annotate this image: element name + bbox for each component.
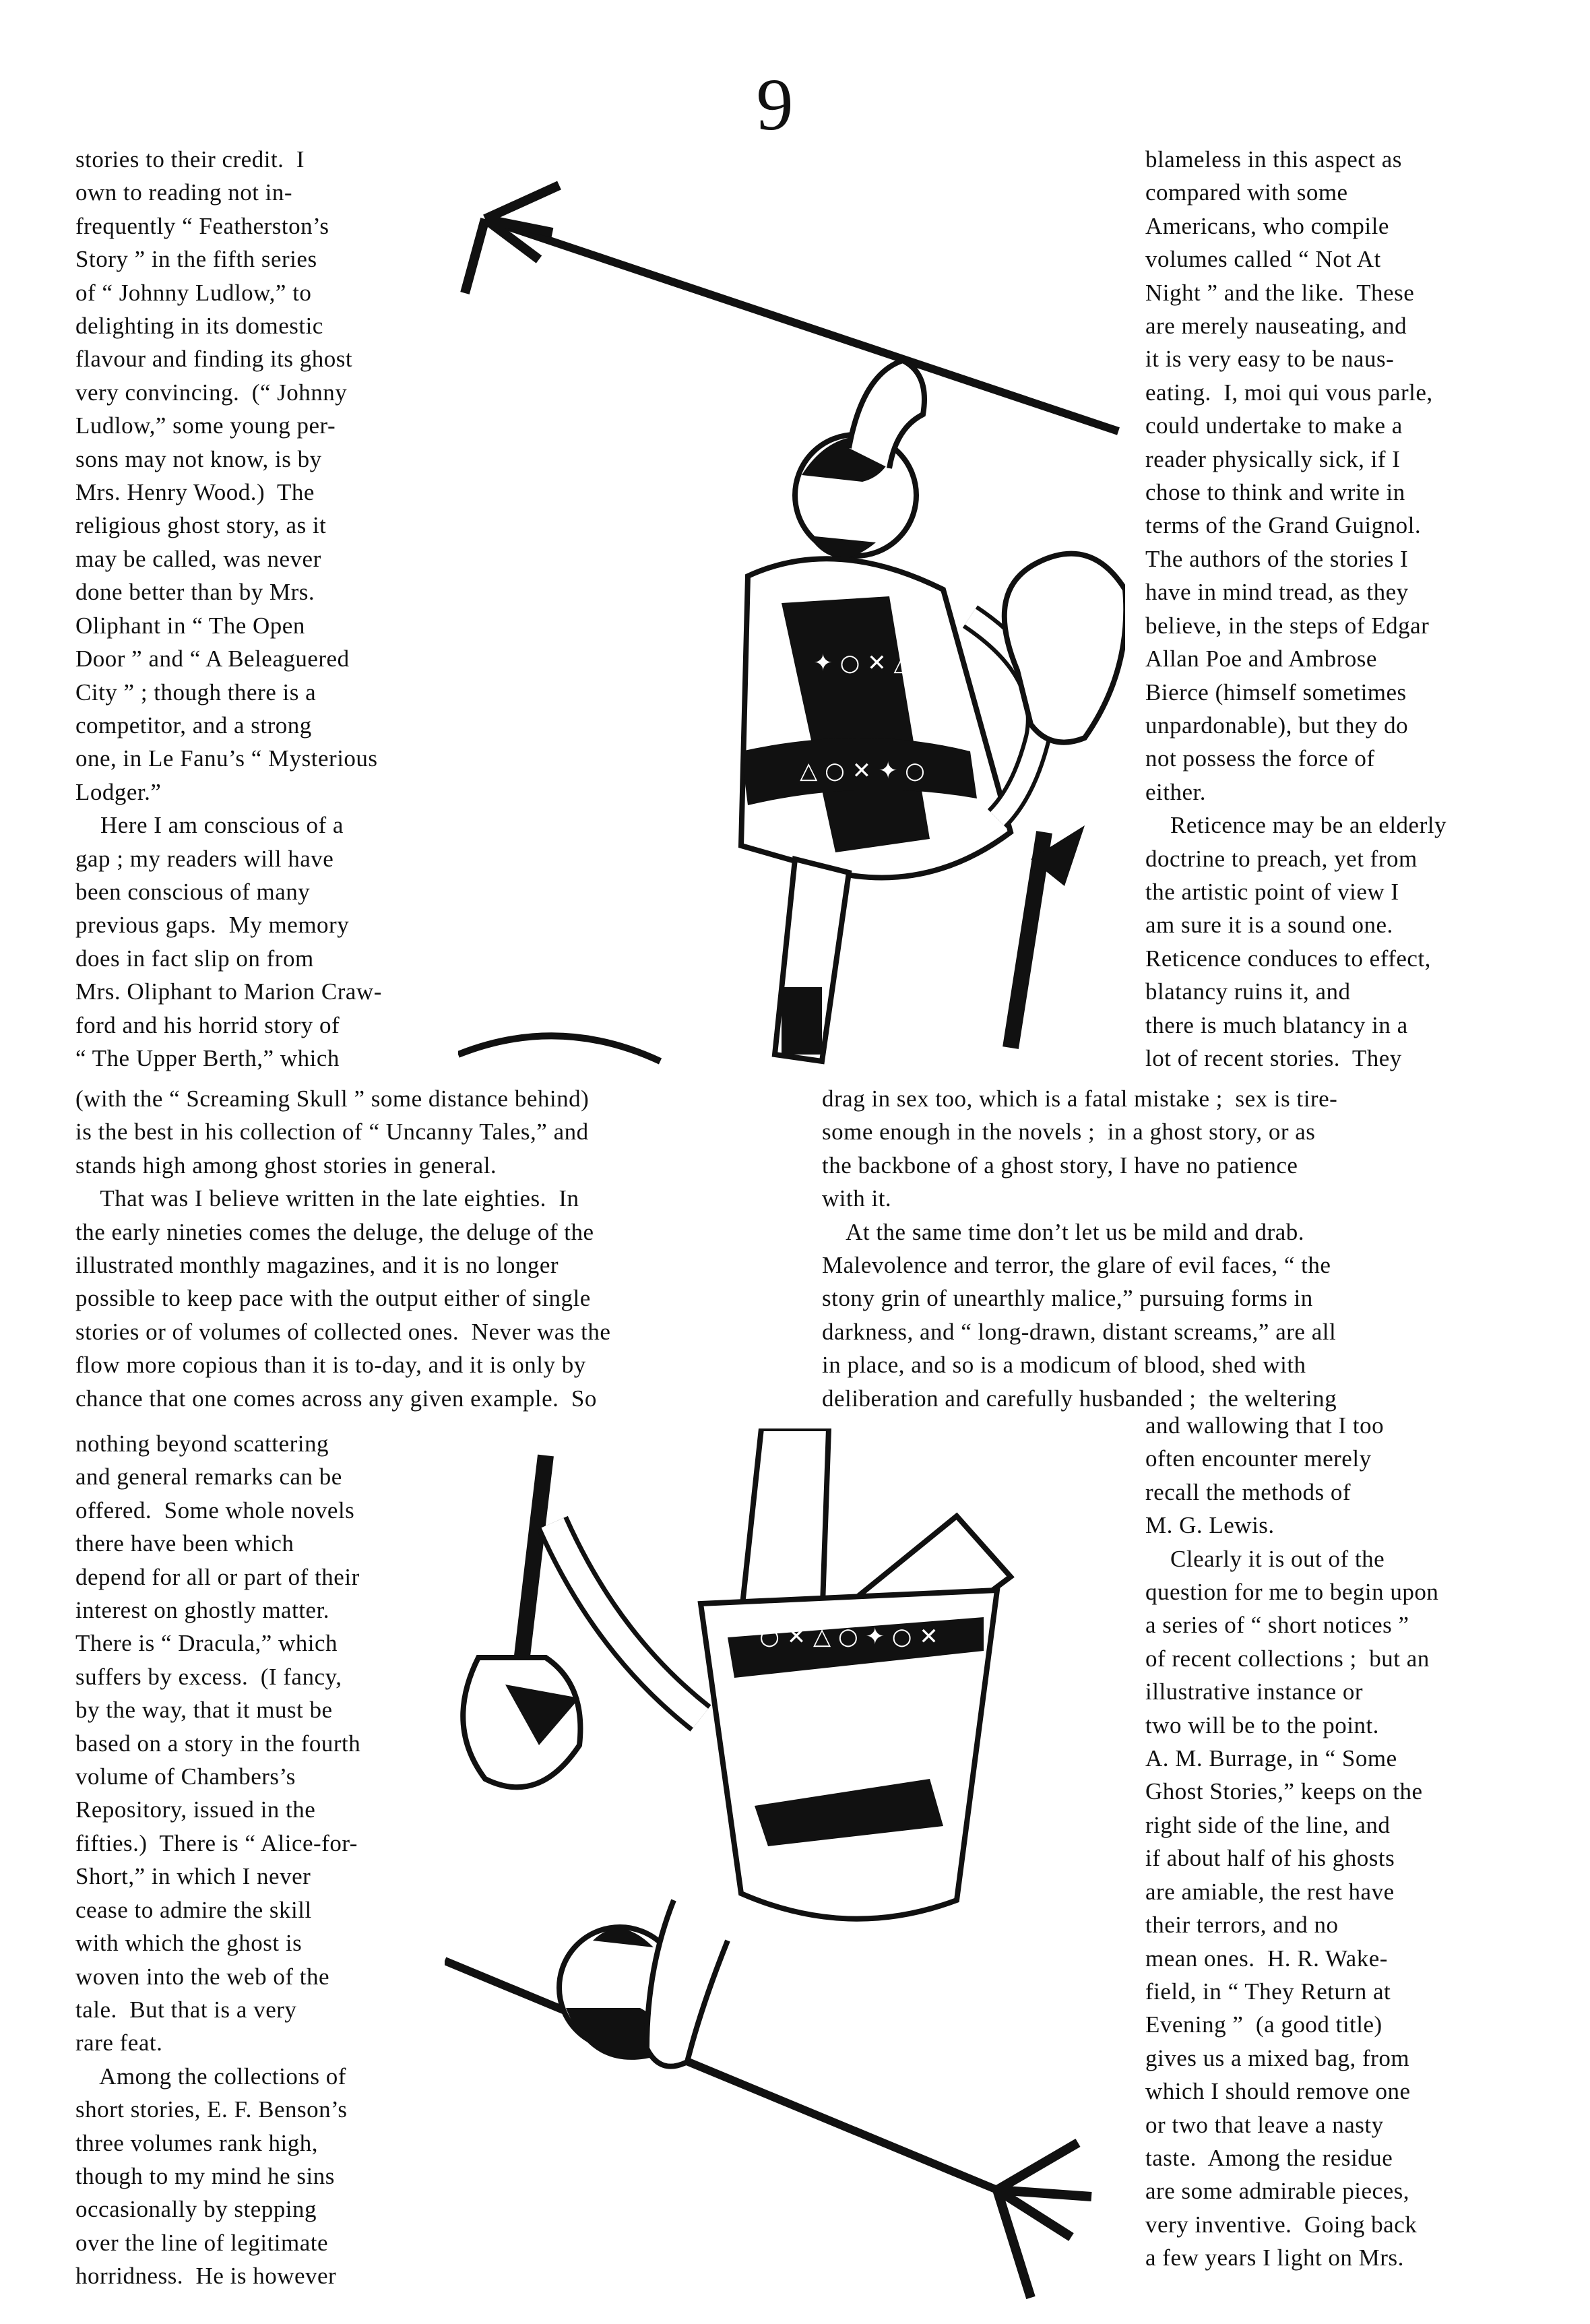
page-number: 9: [756, 63, 794, 146]
svg-text:✦ ○ ✕ △: ✦ ○ ✕ △: [813, 650, 912, 677]
left-wide-paragraph: (with the “ Screaming Skull ” some distance behind) is the best in his collection of “ Uncanny Tales,” and stands high among ghost stories in general. That was I believe written in the late eighties. In the early nineties comes the deluge, the deluge of the illustrated monthly magazines, and it is no longer possible to keep pace with the output either of single stories or of volumes of collected ones. Never was the flow more copious than it is to-day, and it is only by chance that one comes across any given example. So: [75, 1086, 611, 1412]
demon-with-trident-and-torch-icon: [458, 158, 1125, 1078]
inverted-demon-with-trident-and-torch-icon: [445, 1428, 1112, 2318]
svg-text:△ ○ ✕ ✦ ○: △ ○ ✕ ✦ ○: [800, 757, 925, 784]
right-column-top-text: blameless in this aspect as compared with some Americans, who compile volumes called “ Not At Night ” and the like. These are merely nauseating, and it is very easy to be naus- eating. I, moi qui vous parle, could undertake to make a reader physically sick, if I chose to think and write in terms of the Grand Guignol. The authors of the stories I have in mind tread, as they believe, in the steps of Edgar Allan Poe and Ambrose Bierce (himself sometimes unpardonable), but they do not possess the force of either. Reticence may be an elderly doctrine to preach, yet from the artistic point of view I am sure it is a sound one. Reticence conduces to effect, blatancy ruins it, and there is much blatancy in a lot of recent stories. They: [1145, 146, 1446, 1071]
svg-text:○ ✕ △ ○ ✦ ○ ✕: ○ ✕ △ ○ ✦ ○ ✕: [759, 1623, 939, 1650]
left-column-bottom-text: nothing beyond scattering and general remarks can be offered. Some whole novels there have been which depend for all or part of their interest on ghostly matter. There is “ Dracula,” which suffers by excess. (I fancy, by the way, that it must be based on a story in the fourth volume of Chambers’s Repository, issued in the fifties.) There is “ Alice-for- Short,” in which I never cease to admire the skill with which the ghost is woven into the web of the tale. But that is a very rare feat. Among the collections of short stories, E. F. Benson’s three volumes rank high, though to my mind he sins occasionally by stepping over the line of legitimate horridness. He is however: [75, 1431, 361, 2290]
left-column-top-text: stories to their credit. I own to reading not in- frequently “ Featherston’s Story ” in the fifth series of “ Johnny Ludlow,” to delighting in its domestic flavour and finding its ghost very convincing. (“ Johnny Ludlow,” some young per- sons may not know, is by Mrs. Henry Wood.) The religious ghost story, as it may be called, was never done better than by Mrs. Oliphant in “ The Open Door ” and “ A Beleaguered City ” ; though there is a competitor, and a strong one, in Le Fanu’s “ Mysterious Lodger.” Here I am conscious of a gap ; my readers will have been conscious of many previous gaps. My memory does in fact slip on from Mrs. Oliphant to Marion Craw- ford and his horrid story of “ The Upper Berth,” which: [75, 146, 382, 1071]
right-column-bottom-text: and wallowing that I too often encounter merely recall the methods of M. G. Lewis. Clearly it is out of the question for me to begin upon a series of “ short notices ” of recent collections ; but an illustrative instance or two will be to the point. A. M. Burrage, in “ Some Ghost Stories,” keeps on the right side of the line, and if about half of his ghosts are amiable, the rest have their terrors, and no mean ones. H. R. Wake- field, in “ They Return at Evening ” (a good title) gives us a mixed bag, from which I should remove one or two that leave a nasty taste. Among the residue are some admirable pieces, very inventive. Going back a few years I light on Mrs.: [1145, 1412, 1439, 2271]
right-wide-paragraph: drag in sex too, which is a fatal mistake ; sex is tire- some enough in the novels ; in a ghost story, or as the backbone of a ghost story, I have no patience with it. At the same time don’t let us be mild and drab. Malevolence and terror, the glare of evil faces, “ the stony grin of unearthly malice,” pursuing forms in darkness, and “ long-drawn, distant screams,” are all in place, and so is a modicum of blood, shed with deliberation and carefully husbanded ; the weltering: [822, 1086, 1338, 1412]
